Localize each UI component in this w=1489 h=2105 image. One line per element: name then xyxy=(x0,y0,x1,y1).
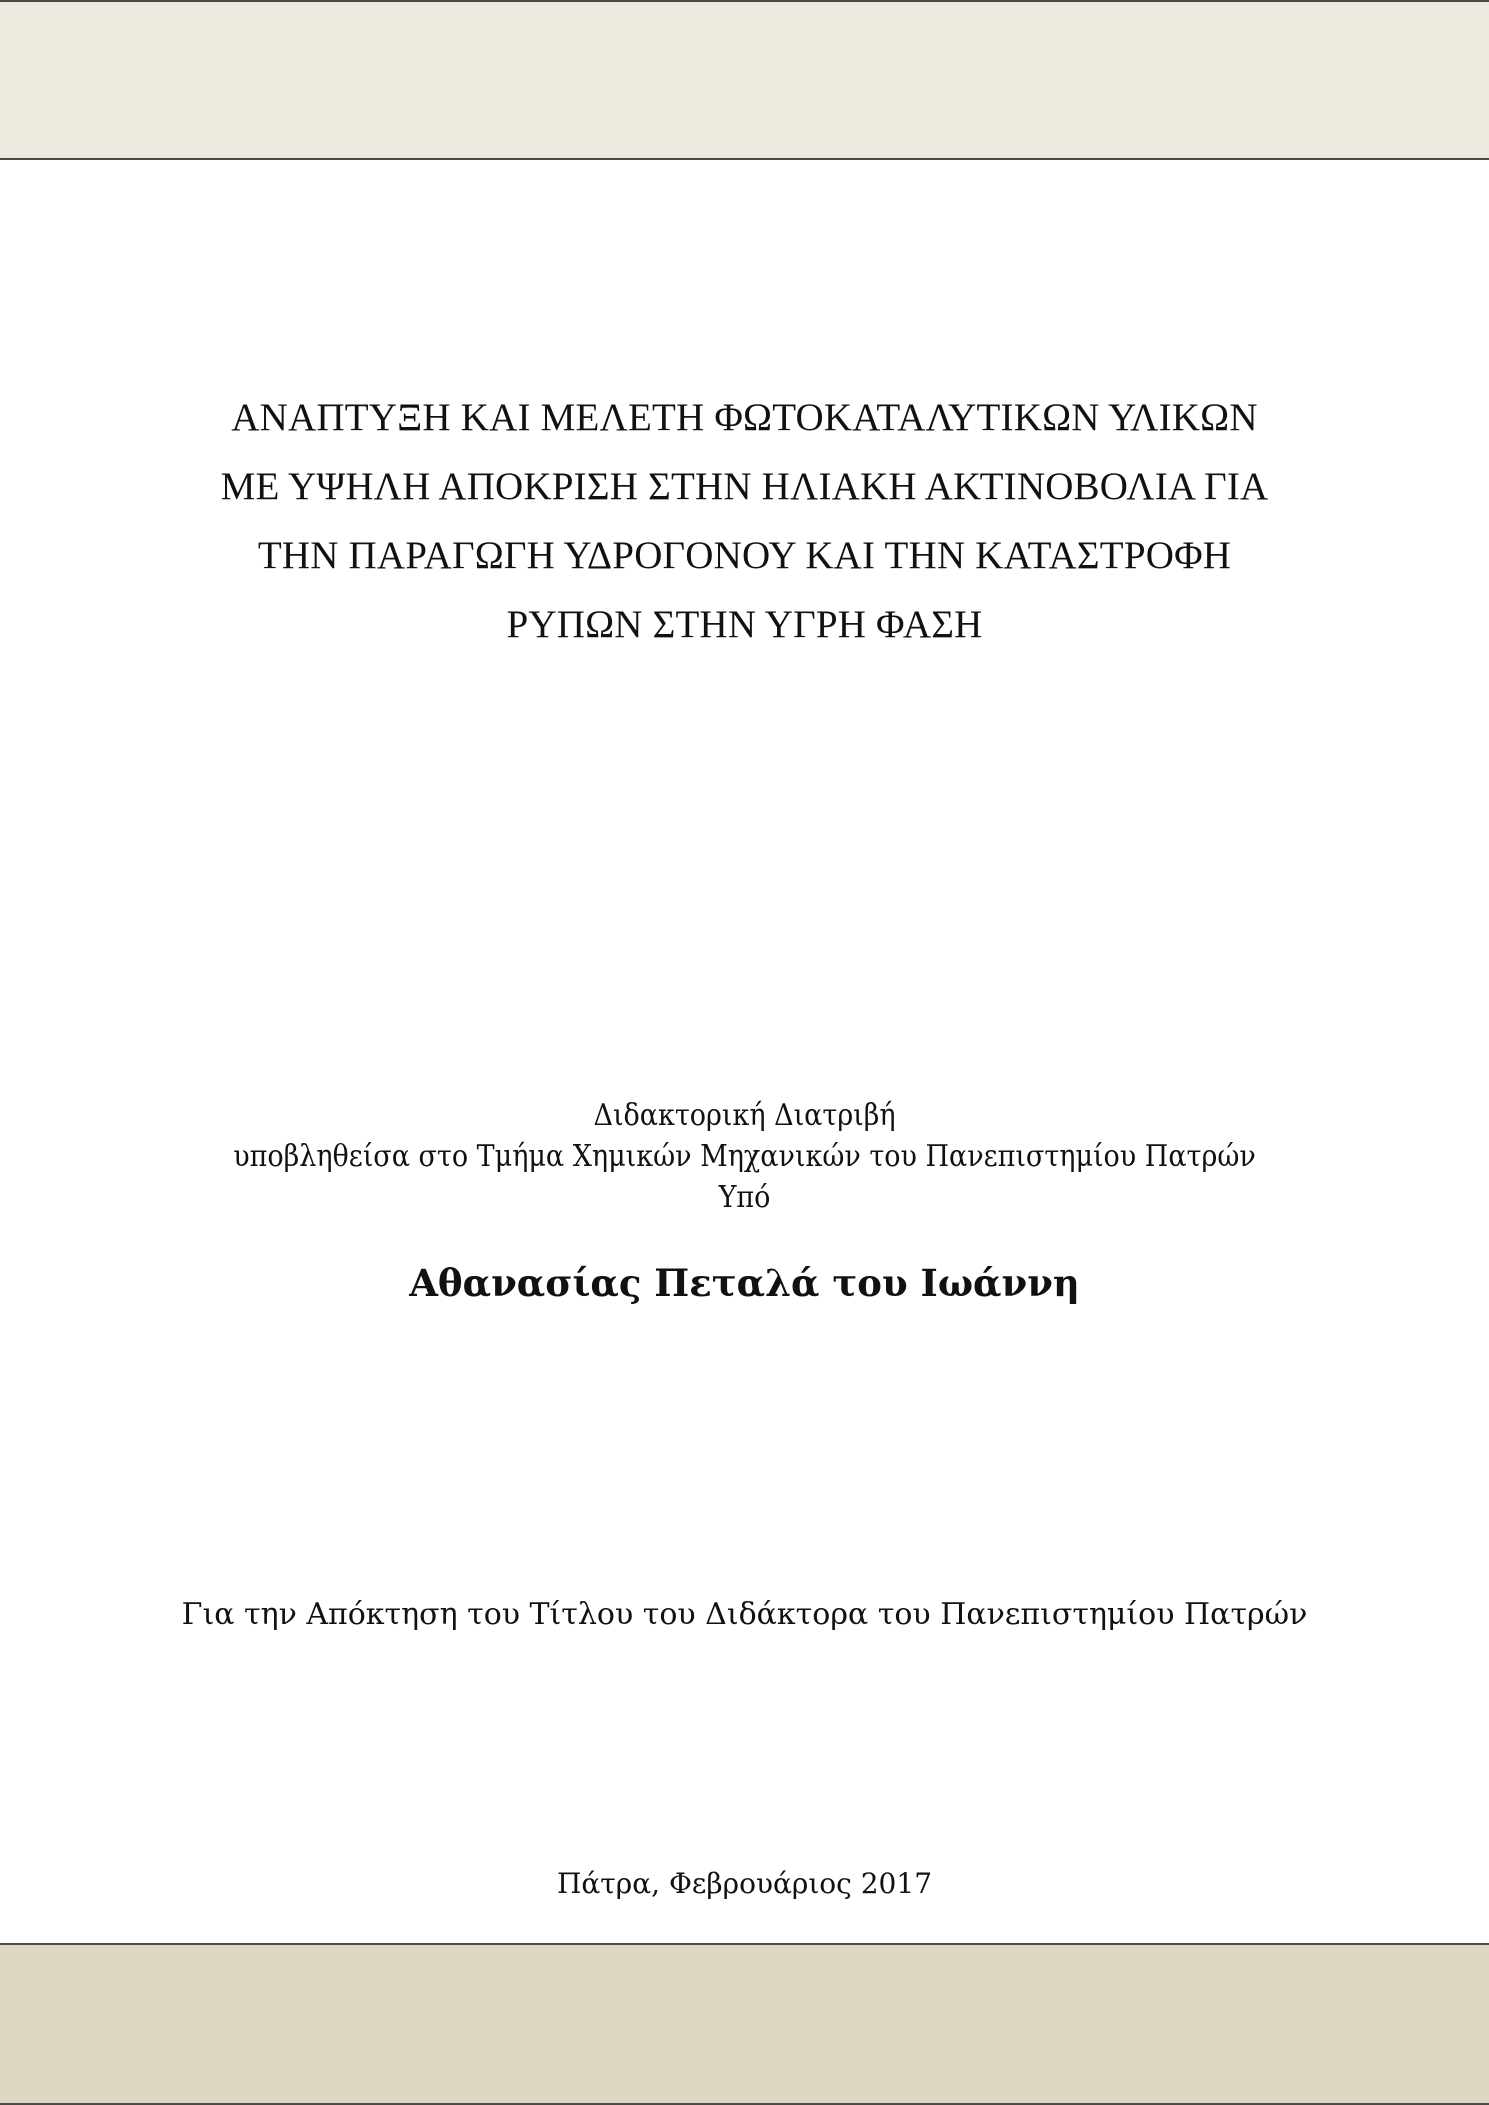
title-line-2: ΜΕ ΥΨΗΛΗ ΑΠΟΚΡΙΣΗ ΣΤΗΝ ΗΛΙΑΚΗ ΑΚΤΙΝΟΒΟΛΙΑ ΓΙΑ xyxy=(220,465,1269,508)
degree-purpose: Για την Απόκτηση του Τίτλου του Διδάκτορα του Πανεπιστημίου Πατρών xyxy=(181,1597,1308,1632)
title-line-1: ΑΝΑΠΤΥΞΗ ΚΑΙ ΜΕΛΕΤΗ ΦΩΤΟΚΑΤΑΛΥΤΙΚΩΝ ΥΛΙΚΩΝ xyxy=(231,396,1258,439)
place-date: Πάτρα, Φεβρουάριος 2017 xyxy=(556,1867,933,1900)
header-band xyxy=(0,0,1489,160)
thesis-info xyxy=(0,1095,1489,1218)
thesis-submitted-to: υποβληθείσα στο Τμήμα Χημικών Μηχανικών του Πανεπιστημίου Πατρών xyxy=(233,1139,1256,1174)
thesis-title xyxy=(0,383,1489,659)
title-line-3: ΤΗΝ ΠΑΡΑΓΩΓΗ ΥΔΡΟΓΟΝΟΥ ΚΑΙ ΤΗΝ ΚΑΤΑΣΤΡΟΦΗ xyxy=(257,534,1232,577)
thesis-type: Διδακτορική Διατριβή xyxy=(593,1098,896,1133)
thesis-by: Υπό xyxy=(718,1180,771,1215)
author-name: Αθανασίας Πεταλά του Ιωάννη xyxy=(409,1261,1080,1305)
title-line-4: ΡΥΠΩΝ ΣΤΗΝ ΥΓΡΗ ΦΑΣΗ xyxy=(506,603,983,646)
footer-band xyxy=(0,1943,1489,2105)
